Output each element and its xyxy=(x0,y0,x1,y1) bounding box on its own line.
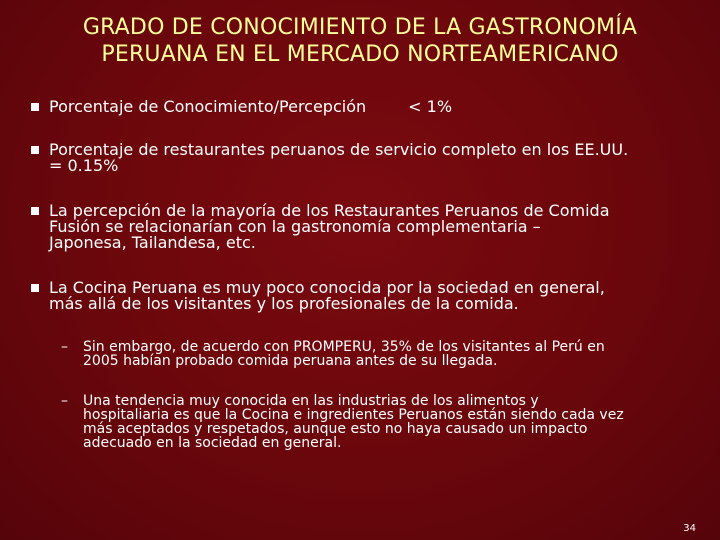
bullet-awareness xyxy=(31,99,701,115)
square-bullet-icon xyxy=(31,284,39,292)
square-bullet-icon xyxy=(31,103,39,111)
bullet-text xyxy=(49,142,701,174)
dash-bullet-icon: – xyxy=(61,393,68,409)
sub-bullet-text xyxy=(83,340,701,368)
bullet-text xyxy=(49,99,701,115)
sub-bullet-line: adecuado en la sociedad en general. xyxy=(83,435,342,451)
bullet-fusion xyxy=(31,203,701,251)
bullet-text xyxy=(49,203,701,251)
slide-title-line-2: PERUANA EN EL MERCADO NORTEAMERICANO xyxy=(101,42,619,67)
awareness-value: < 1% xyxy=(408,97,453,116)
bullet-line: más allá de los visitantes y los profesionales de la comida. xyxy=(49,294,519,313)
dash-bullet-icon: – xyxy=(61,339,68,355)
sub-bullet-trend xyxy=(61,394,701,450)
square-bullet-icon xyxy=(31,207,39,215)
slide-title-line-1: GRADO DE CONOCIMIENTO DE LA GASTRONOMÍA xyxy=(82,15,638,40)
bullet-line: Porcentaje de restaurantes peruanos de servicio completo en los EE.UU. xyxy=(49,140,629,159)
sub-bullet-promperu xyxy=(61,340,701,368)
bullet-line: Porcentaje de Conocimiento/Percepción xyxy=(49,97,367,116)
sub-bullet-line: hospitaliaria es que la Cocina e ingredientes Peruanos están siendo cada vez xyxy=(83,407,624,423)
square-bullet-icon xyxy=(31,146,39,154)
bullet-line: Japonesa, Tailandesa, etc. xyxy=(49,233,256,252)
sub-bullet-line: más aceptados y respetados, aunque esto no haya causado un impacto xyxy=(83,421,588,437)
bullet-text xyxy=(49,280,701,312)
bullet-line: La Cocina Peruana es muy poco conocida por la sociedad en general, xyxy=(49,278,605,297)
bullet-restaurants xyxy=(31,142,701,174)
sub-bullet-text xyxy=(83,394,701,450)
bullet-line: = 0.15% xyxy=(49,156,119,175)
sub-bullet-line: Una tendencia muy conocida en las industrias de los alimentos y xyxy=(83,393,539,409)
sub-bullet-line: 2005 habían probado comida peruana antes de su llegada. xyxy=(83,353,498,369)
slide-title xyxy=(0,14,720,68)
page-number: 34 xyxy=(683,523,696,534)
bullet-line: Fusión se relacionarían con la gastronomía complementaria – xyxy=(49,217,541,236)
bullet-cuisine xyxy=(31,280,701,312)
sub-bullet-line: Sin embargo, de acuerdo con PROMPERU, 35% de los visitantes al Perú en xyxy=(83,339,605,355)
bullet-line: La percepción de la mayoría de los Restaurantes Peruanos de Comida xyxy=(49,201,610,220)
